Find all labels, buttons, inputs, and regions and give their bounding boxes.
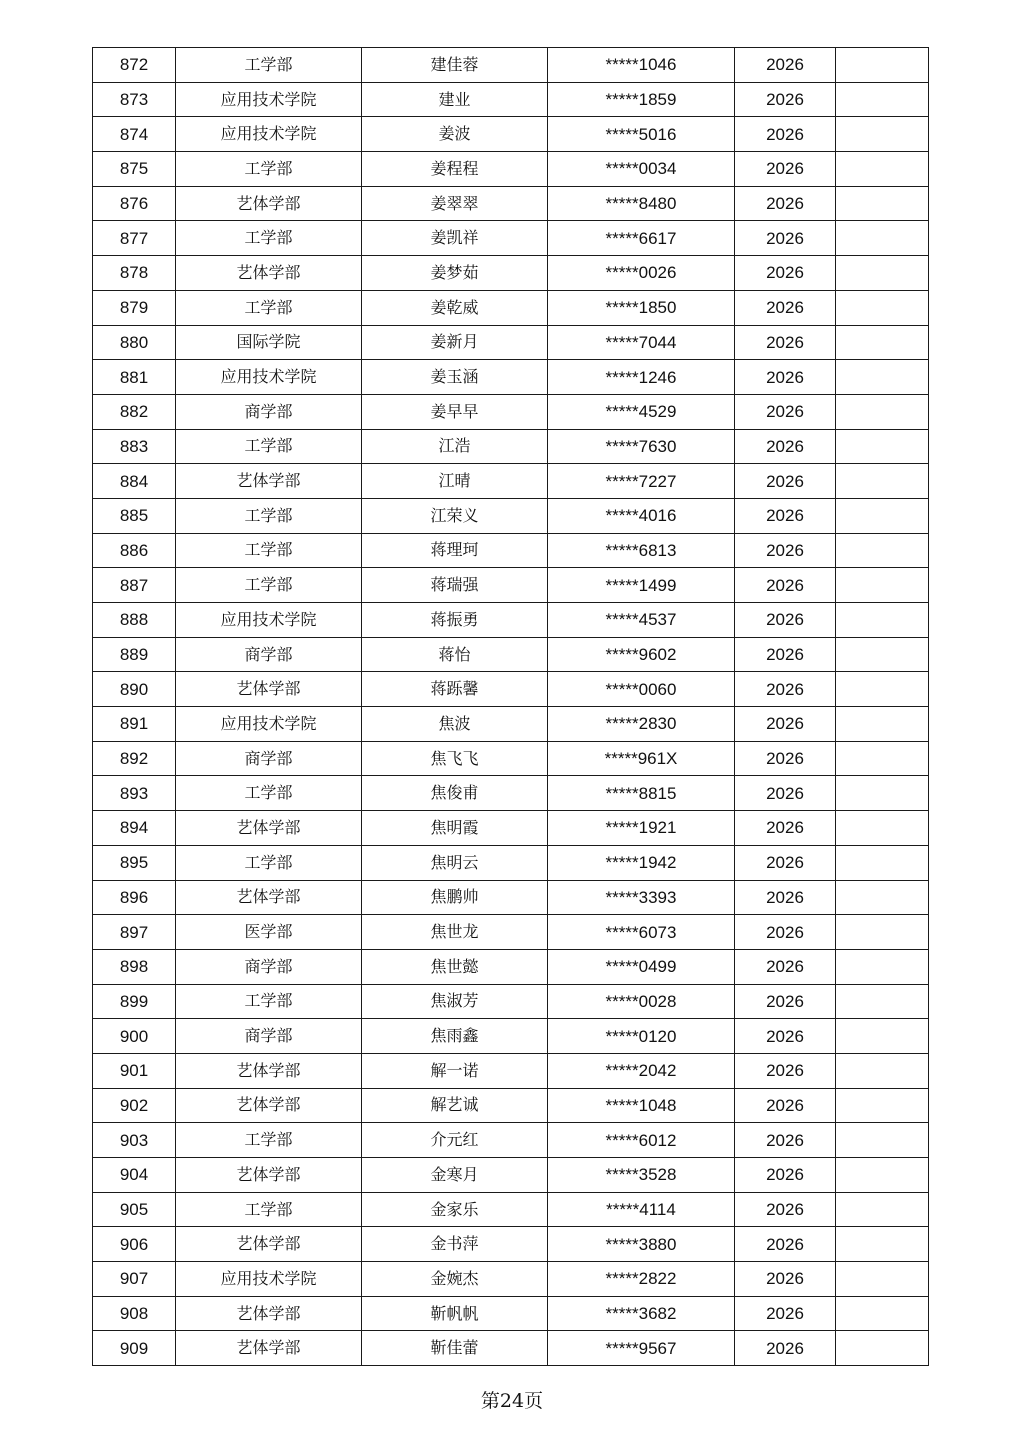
- note-cell: [836, 360, 929, 395]
- department-cell: 应用技术学院: [176, 603, 362, 638]
- row-index-cell: 896: [93, 880, 176, 915]
- student-name-cell: 焦世龙: [362, 915, 548, 950]
- table-row: [93, 1192, 929, 1227]
- department-cell: 工学部: [176, 48, 362, 83]
- table-row: [93, 880, 929, 915]
- year-cell: 2026: [735, 603, 836, 638]
- masked-id-cell: *****0060: [548, 672, 735, 707]
- student-name-cell: 介元红: [362, 1123, 548, 1158]
- row-index-cell: 876: [93, 186, 176, 221]
- masked-id-cell: *****0026: [548, 256, 735, 291]
- masked-id-cell: *****2822: [548, 1262, 735, 1297]
- year-cell: 2026: [735, 1019, 836, 1054]
- table-row: [93, 325, 929, 360]
- row-index-cell: 879: [93, 290, 176, 325]
- year-cell: 2026: [735, 1123, 836, 1158]
- note-cell: [836, 915, 929, 950]
- row-index-cell: 872: [93, 48, 176, 83]
- note-cell: [836, 949, 929, 984]
- table-row: [93, 707, 929, 742]
- year-cell: 2026: [735, 221, 836, 256]
- department-cell: 艺体学部: [176, 1227, 362, 1262]
- student-name-cell: 姜新月: [362, 325, 548, 360]
- student-name-cell: 蒋理珂: [362, 533, 548, 568]
- masked-id-cell: *****1046: [548, 48, 735, 83]
- department-cell: 工学部: [176, 152, 362, 187]
- masked-id-cell: *****6073: [548, 915, 735, 950]
- year-cell: 2026: [735, 1192, 836, 1227]
- row-index-cell: 884: [93, 464, 176, 499]
- note-cell: [836, 984, 929, 1019]
- note-cell: [836, 1123, 929, 1158]
- department-cell: 工学部: [176, 533, 362, 568]
- year-cell: 2026: [735, 1262, 836, 1297]
- department-cell: 工学部: [176, 845, 362, 880]
- department-cell: 应用技术学院: [176, 1262, 362, 1297]
- masked-id-cell: *****4114: [548, 1192, 735, 1227]
- table-row: [93, 949, 929, 984]
- student-name-cell: 焦鹏帅: [362, 880, 548, 915]
- student-name-cell: 蒋振勇: [362, 603, 548, 638]
- row-index-cell: 881: [93, 360, 176, 395]
- year-cell: 2026: [735, 48, 836, 83]
- table-row: [93, 429, 929, 464]
- masked-id-cell: *****8815: [548, 776, 735, 811]
- table-row: [93, 290, 929, 325]
- row-index-cell: 906: [93, 1227, 176, 1262]
- year-cell: 2026: [735, 707, 836, 742]
- student-name-cell: 姜梦茹: [362, 256, 548, 291]
- table-row: [93, 186, 929, 221]
- note-cell: [836, 325, 929, 360]
- department-cell: 商学部: [176, 949, 362, 984]
- row-index-cell: 875: [93, 152, 176, 187]
- masked-id-cell: *****1942: [548, 845, 735, 880]
- student-name-cell: 姜玉涵: [362, 360, 548, 395]
- row-index-cell: 890: [93, 672, 176, 707]
- masked-id-cell: *****9602: [548, 637, 735, 672]
- student-name-cell: 焦俊甫: [362, 776, 548, 811]
- note-cell: [836, 394, 929, 429]
- student-name-cell: 江浩: [362, 429, 548, 464]
- department-cell: 艺体学部: [176, 1088, 362, 1123]
- year-cell: 2026: [735, 498, 836, 533]
- student-name-cell: 蒋跞馨: [362, 672, 548, 707]
- row-index-cell: 907: [93, 1262, 176, 1297]
- student-name-cell: 焦世懿: [362, 949, 548, 984]
- table-row: [93, 741, 929, 776]
- student-name-cell: 焦飞飞: [362, 741, 548, 776]
- department-cell: 工学部: [176, 429, 362, 464]
- department-cell: 工学部: [176, 1123, 362, 1158]
- table-row: [93, 117, 929, 152]
- note-cell: [836, 741, 929, 776]
- note-cell: [836, 1331, 929, 1366]
- student-name-cell: 姜早早: [362, 394, 548, 429]
- note-cell: [836, 221, 929, 256]
- row-index-cell: 894: [93, 811, 176, 846]
- table-row: [93, 915, 929, 950]
- student-name-cell: 江晴: [362, 464, 548, 499]
- row-index-cell: 883: [93, 429, 176, 464]
- row-index-cell: 904: [93, 1158, 176, 1193]
- year-cell: 2026: [735, 741, 836, 776]
- note-cell: [836, 637, 929, 672]
- row-index-cell: 895: [93, 845, 176, 880]
- row-index-cell: 898: [93, 949, 176, 984]
- note-cell: [836, 1192, 929, 1227]
- department-cell: 工学部: [176, 221, 362, 256]
- masked-id-cell: *****4529: [548, 394, 735, 429]
- student-name-cell: 建业: [362, 82, 548, 117]
- year-cell: 2026: [735, 256, 836, 291]
- year-cell: 2026: [735, 394, 836, 429]
- year-cell: 2026: [735, 1331, 836, 1366]
- year-cell: 2026: [735, 1053, 836, 1088]
- year-cell: 2026: [735, 568, 836, 603]
- department-cell: 艺体学部: [176, 811, 362, 846]
- department-cell: 艺体学部: [176, 1331, 362, 1366]
- row-index-cell: 909: [93, 1331, 176, 1366]
- student-name-cell: 金寒月: [362, 1158, 548, 1193]
- masked-id-cell: *****1859: [548, 82, 735, 117]
- note-cell: [836, 880, 929, 915]
- note-cell: [836, 429, 929, 464]
- student-name-cell: 焦明霞: [362, 811, 548, 846]
- row-index-cell: 891: [93, 707, 176, 742]
- note-cell: [836, 498, 929, 533]
- year-cell: 2026: [735, 811, 836, 846]
- year-cell: 2026: [735, 533, 836, 568]
- masked-id-cell: *****7227: [548, 464, 735, 499]
- table-row: [93, 360, 929, 395]
- department-cell: 工学部: [176, 984, 362, 1019]
- student-name-cell: 姜乾威: [362, 290, 548, 325]
- note-cell: [836, 290, 929, 325]
- year-cell: 2026: [735, 984, 836, 1019]
- masked-id-cell: *****6012: [548, 1123, 735, 1158]
- department-cell: 医学部: [176, 915, 362, 950]
- year-cell: 2026: [735, 915, 836, 950]
- note-cell: [836, 1019, 929, 1054]
- table-row: [93, 464, 929, 499]
- roster-table-body: [93, 48, 929, 1366]
- masked-id-cell: *****2830: [548, 707, 735, 742]
- student-name-cell: 姜程程: [362, 152, 548, 187]
- department-cell: 应用技术学院: [176, 360, 362, 395]
- department-cell: 应用技术学院: [176, 117, 362, 152]
- department-cell: 国际学院: [176, 325, 362, 360]
- masked-id-cell: *****9567: [548, 1331, 735, 1366]
- table-row: [93, 48, 929, 83]
- note-cell: [836, 186, 929, 221]
- note-cell: [836, 568, 929, 603]
- row-index-cell: 900: [93, 1019, 176, 1054]
- year-cell: 2026: [735, 949, 836, 984]
- student-name-cell: 金书萍: [362, 1227, 548, 1262]
- row-index-cell: 882: [93, 394, 176, 429]
- department-cell: 艺体学部: [176, 186, 362, 221]
- masked-id-cell: *****4537: [548, 603, 735, 638]
- note-cell: [836, 811, 929, 846]
- row-index-cell: 903: [93, 1123, 176, 1158]
- table-row: [93, 533, 929, 568]
- department-cell: 应用技术学院: [176, 707, 362, 742]
- department-cell: 工学部: [176, 498, 362, 533]
- student-name-cell: 靳佳蕾: [362, 1331, 548, 1366]
- masked-id-cell: *****0034: [548, 152, 735, 187]
- masked-id-cell: *****4016: [548, 498, 735, 533]
- masked-id-cell: *****3682: [548, 1296, 735, 1331]
- masked-id-cell: *****3880: [548, 1227, 735, 1262]
- year-cell: 2026: [735, 117, 836, 152]
- note-cell: [836, 672, 929, 707]
- table-row: [93, 672, 929, 707]
- student-name-cell: 焦明云: [362, 845, 548, 880]
- row-index-cell: 902: [93, 1088, 176, 1123]
- masked-id-cell: *****1246: [548, 360, 735, 395]
- student-name-cell: 姜翠翠: [362, 186, 548, 221]
- masked-id-cell: *****7630: [548, 429, 735, 464]
- department-cell: 商学部: [176, 1019, 362, 1054]
- note-cell: [836, 1262, 929, 1297]
- student-name-cell: 解一诺: [362, 1053, 548, 1088]
- roster-table: [92, 47, 929, 1366]
- note-cell: [836, 1053, 929, 1088]
- note-cell: [836, 464, 929, 499]
- year-cell: 2026: [735, 464, 836, 499]
- table-row: [93, 637, 929, 672]
- row-index-cell: 908: [93, 1296, 176, 1331]
- table-row: [93, 1088, 929, 1123]
- row-index-cell: 886: [93, 533, 176, 568]
- year-cell: 2026: [735, 290, 836, 325]
- student-name-cell: 焦淑芳: [362, 984, 548, 1019]
- masked-id-cell: *****1850: [548, 290, 735, 325]
- note-cell: [836, 776, 929, 811]
- student-name-cell: 金家乐: [362, 1192, 548, 1227]
- note-cell: [836, 707, 929, 742]
- table-row: [93, 811, 929, 846]
- masked-id-cell: *****961X: [548, 741, 735, 776]
- row-index-cell: 885: [93, 498, 176, 533]
- student-name-cell: 焦波: [362, 707, 548, 742]
- table-row: [93, 1123, 929, 1158]
- table-row: [93, 152, 929, 187]
- student-name-cell: 解艺诚: [362, 1088, 548, 1123]
- department-cell: 艺体学部: [176, 880, 362, 915]
- row-index-cell: 897: [93, 915, 176, 950]
- year-cell: 2026: [735, 82, 836, 117]
- note-cell: [836, 1296, 929, 1331]
- masked-id-cell: *****3393: [548, 880, 735, 915]
- department-cell: 工学部: [176, 568, 362, 603]
- row-index-cell: 889: [93, 637, 176, 672]
- table-row: [93, 1262, 929, 1297]
- note-cell: [836, 845, 929, 880]
- note-cell: [836, 256, 929, 291]
- row-index-cell: 887: [93, 568, 176, 603]
- year-cell: 2026: [735, 152, 836, 187]
- note-cell: [836, 533, 929, 568]
- year-cell: 2026: [735, 1158, 836, 1193]
- student-name-cell: 蒋怡: [362, 637, 548, 672]
- note-cell: [836, 1088, 929, 1123]
- year-cell: 2026: [735, 776, 836, 811]
- year-cell: 2026: [735, 880, 836, 915]
- row-index-cell: 899: [93, 984, 176, 1019]
- department-cell: 工学部: [176, 776, 362, 811]
- year-cell: 2026: [735, 325, 836, 360]
- masked-id-cell: *****1921: [548, 811, 735, 846]
- year-cell: 2026: [735, 429, 836, 464]
- table-row: [93, 603, 929, 638]
- table-row: [93, 1158, 929, 1193]
- note-cell: [836, 1227, 929, 1262]
- year-cell: 2026: [735, 637, 836, 672]
- masked-id-cell: *****3528: [548, 1158, 735, 1193]
- department-cell: 工学部: [176, 1192, 362, 1227]
- table-row: [93, 394, 929, 429]
- row-index-cell: 880: [93, 325, 176, 360]
- row-index-cell: 893: [93, 776, 176, 811]
- student-name-cell: 蒋瑞强: [362, 568, 548, 603]
- table-row: [93, 1331, 929, 1366]
- row-index-cell: 874: [93, 117, 176, 152]
- year-cell: 2026: [735, 1296, 836, 1331]
- table-row: [93, 1227, 929, 1262]
- note-cell: [836, 1158, 929, 1193]
- table-row: [93, 1053, 929, 1088]
- note-cell: [836, 117, 929, 152]
- department-cell: 艺体学部: [176, 1053, 362, 1088]
- masked-id-cell: *****1048: [548, 1088, 735, 1123]
- row-index-cell: 901: [93, 1053, 176, 1088]
- table-row: [93, 845, 929, 880]
- student-name-cell: 靳帆帆: [362, 1296, 548, 1331]
- table-row: [93, 776, 929, 811]
- masked-id-cell: *****2042: [548, 1053, 735, 1088]
- table-row: [93, 498, 929, 533]
- student-name-cell: 建佳蓉: [362, 48, 548, 83]
- department-cell: 商学部: [176, 637, 362, 672]
- department-cell: 艺体学部: [176, 672, 362, 707]
- masked-id-cell: *****0028: [548, 984, 735, 1019]
- year-cell: 2026: [735, 845, 836, 880]
- masked-id-cell: *****0499: [548, 949, 735, 984]
- department-cell: 艺体学部: [176, 256, 362, 291]
- department-cell: 商学部: [176, 741, 362, 776]
- year-cell: 2026: [735, 1227, 836, 1262]
- student-name-cell: 姜凯祥: [362, 221, 548, 256]
- masked-id-cell: *****6617: [548, 221, 735, 256]
- student-name-cell: 江荣义: [362, 498, 548, 533]
- masked-id-cell: *****1499: [548, 568, 735, 603]
- row-index-cell: 888: [93, 603, 176, 638]
- row-index-cell: 892: [93, 741, 176, 776]
- year-cell: 2026: [735, 360, 836, 395]
- page-number: 第24页: [480, 1390, 544, 1412]
- department-cell: 艺体学部: [176, 1158, 362, 1193]
- year-cell: 2026: [735, 672, 836, 707]
- table-row: [93, 82, 929, 117]
- row-index-cell: 878: [93, 256, 176, 291]
- table-row: [93, 1296, 929, 1331]
- note-cell: [836, 603, 929, 638]
- department-cell: 艺体学部: [176, 464, 362, 499]
- masked-id-cell: *****7044: [548, 325, 735, 360]
- note-cell: [836, 152, 929, 187]
- table-row: [93, 568, 929, 603]
- note-cell: [836, 82, 929, 117]
- note-cell: [836, 48, 929, 83]
- year-cell: 2026: [735, 186, 836, 221]
- student-name-cell: 金婉杰: [362, 1262, 548, 1297]
- department-cell: 艺体学部: [176, 1296, 362, 1331]
- masked-id-cell: *****6813: [548, 533, 735, 568]
- table-row: [93, 256, 929, 291]
- student-name-cell: 焦雨鑫: [362, 1019, 548, 1054]
- student-name-cell: 姜波: [362, 117, 548, 152]
- table-row: [93, 1019, 929, 1054]
- row-index-cell: 905: [93, 1192, 176, 1227]
- row-index-cell: 877: [93, 221, 176, 256]
- masked-id-cell: *****5016: [548, 117, 735, 152]
- masked-id-cell: *****8480: [548, 186, 735, 221]
- department-cell: 工学部: [176, 290, 362, 325]
- year-cell: 2026: [735, 1088, 836, 1123]
- row-index-cell: 873: [93, 82, 176, 117]
- table-row: [93, 984, 929, 1019]
- department-cell: 商学部: [176, 394, 362, 429]
- masked-id-cell: *****0120: [548, 1019, 735, 1054]
- department-cell: 应用技术学院: [176, 82, 362, 117]
- table-row: [93, 221, 929, 256]
